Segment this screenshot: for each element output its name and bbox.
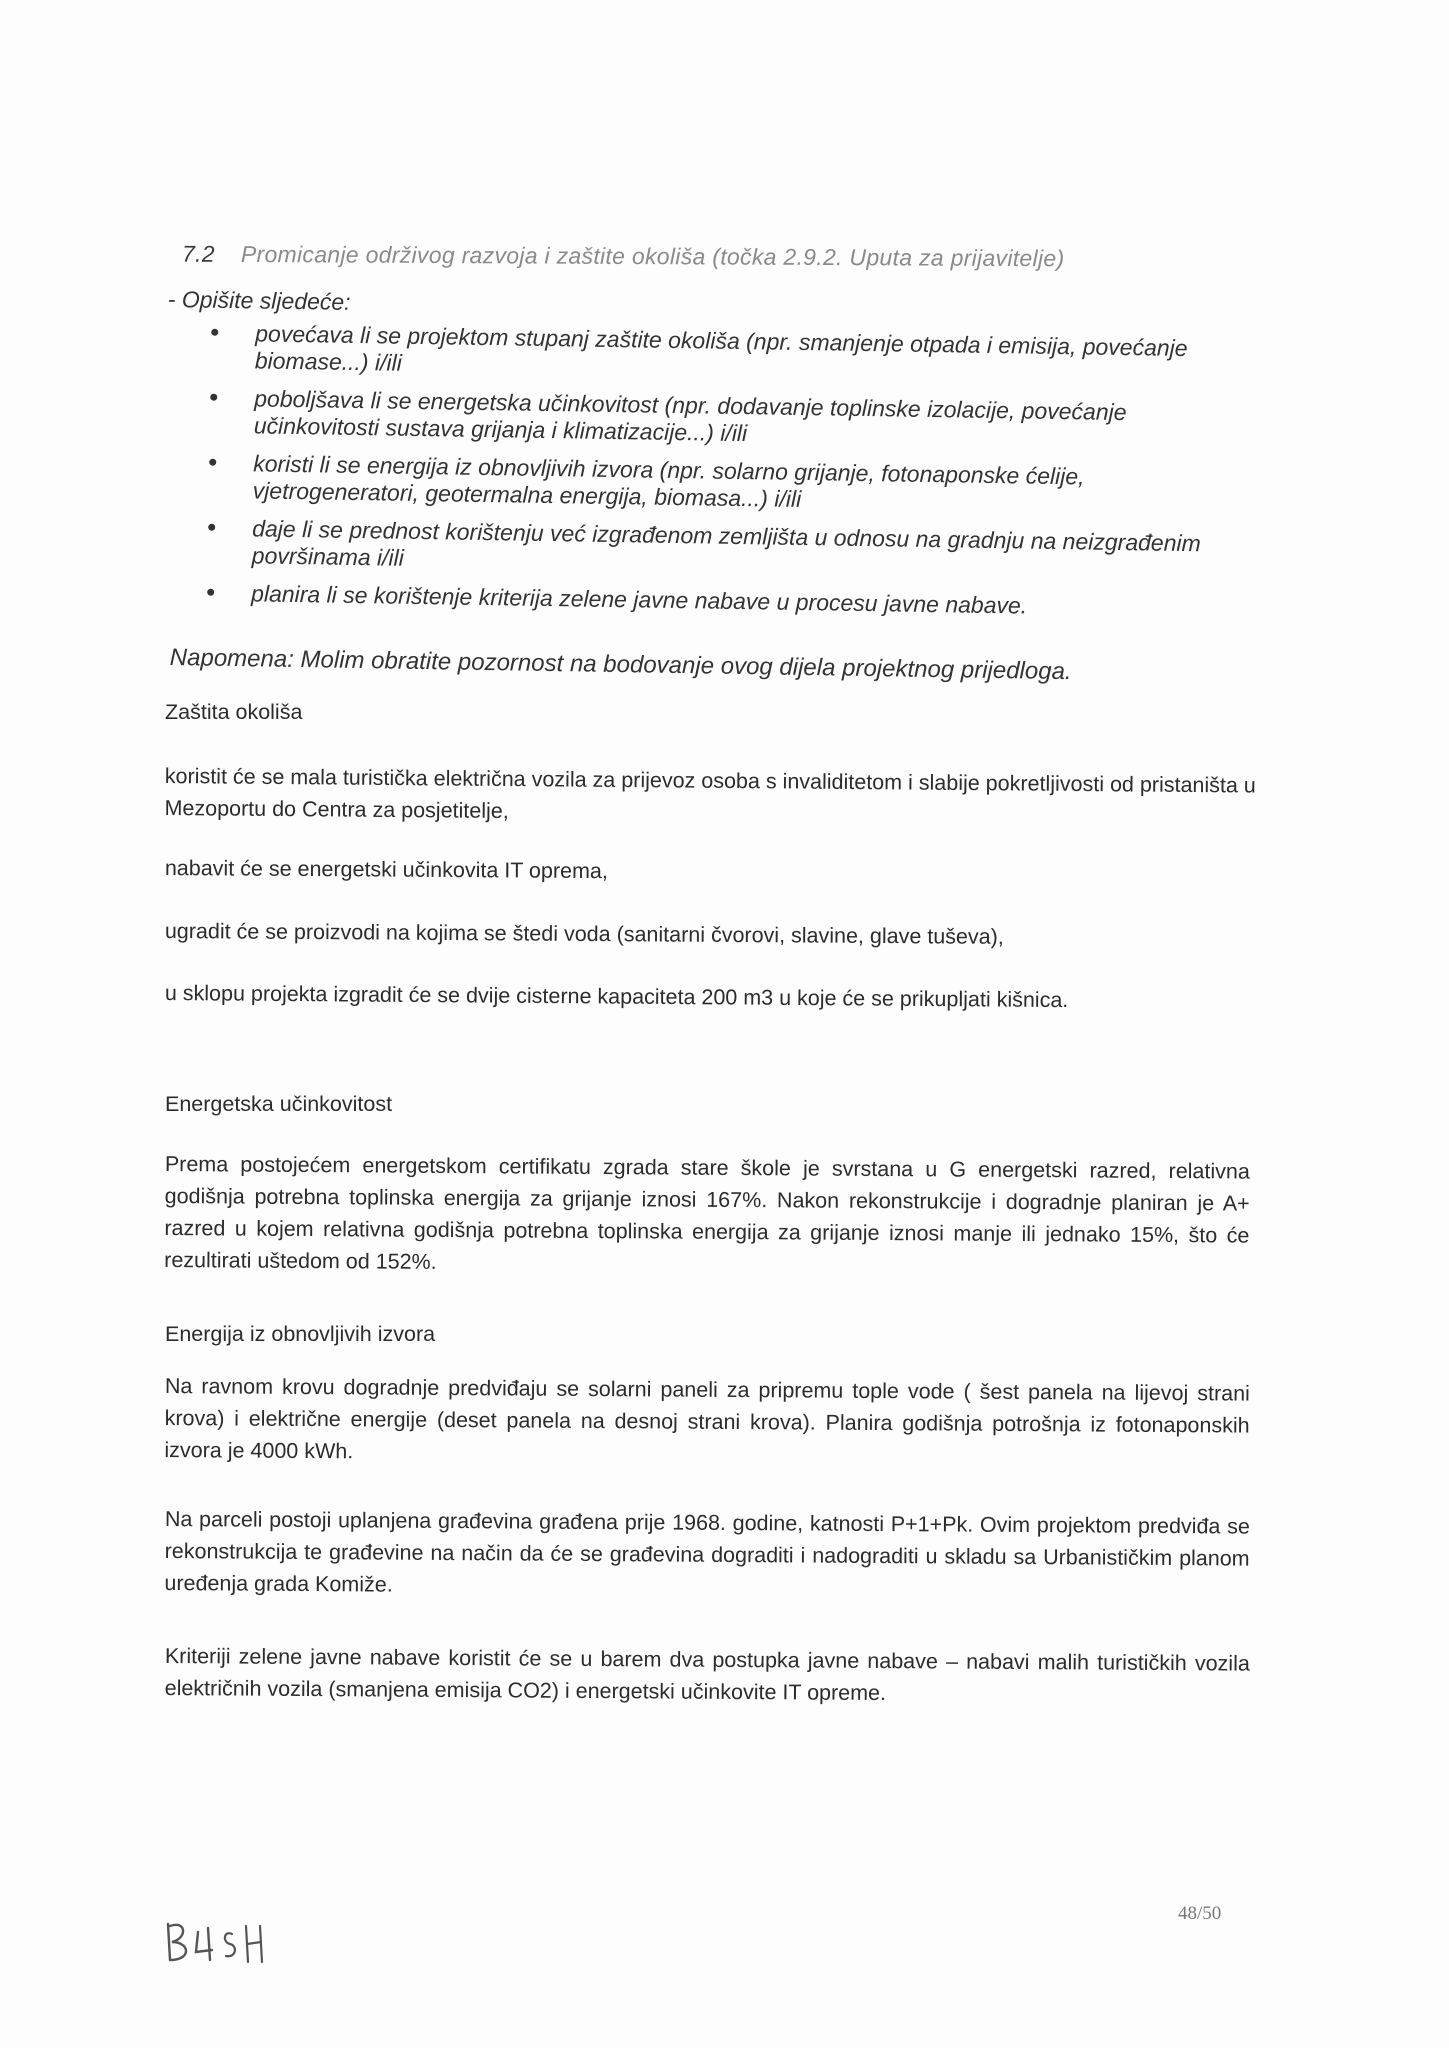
list-item: koristi li se energija iz obnovljivih izvora (npr. solarno grijanje, fotonaponske ćelije, vjetrogeneratori, geotermalna energija, biomasa...) i/ili [165,449,1256,520]
list-item: daje li se prednost korištenju već izgrađenom zemljišta u odnosu na gradnju na neizgrađenim površinama i/ili [164,514,1255,585]
section-title: Promicanje održivog razvoja i zaštite okoliša (točka 2.9.2. Uputa za prijavitelje) [240,240,1065,272]
env-paragraph-3: ugradit će se proizvodi na kojima se štedi voda (sanitarni čvorovi, slavine, glave tuševa), [164,918,1004,949]
bullet-icon [209,459,216,466]
green-procurement-paragraph: Kriteriji zelene javne nabave koristit će se u barem dva postupka javne nabave – nabavi malih turističkih vozila električnih vozila (smanjena emisija CO2) i energetski učinkovite IT opreme. [164,1643,1250,1706]
bullet-icon [211,329,218,336]
env-heading: Zaštita okoliša [165,700,303,724]
bullet-icon [207,589,214,596]
renewables-paragraph: Na ravnom krovu dogradnje predviđaju se solarni paneli za pripremu tople vode ( šest panela na lijevoj strani krova) i električne energije (deset panela na desnoj strani krova). Planira godišnja potrošnja iz fotonaponskih izvora je 4000 kWh. [164,1373,1250,1464]
instructions-intro: - Opišite sljedeće: [167,286,351,315]
bullet-icon [208,524,215,531]
list-item: planira li se korištenje kriterija zelene javne nabave u procesu javne nabave. [163,579,1253,623]
env-paragraph-4: u sklopu projekta izgradit će se dvije cisterne kapaciteta 200 m3 u koje će se prikupljati kišnica. [164,980,1069,1013]
section-header [182,241,1082,273]
handwritten-initials [158,1912,278,1972]
list-item: poboljšava li se energetska učinkovitost (npr. dodavanje toplinske izolacije, povećanje učinkovitosti sustava grijanja i klimatizacije...) i/ili [166,384,1257,455]
land-paragraph: Na parceli postoji uplanjena građevina građena prije 1968. godine, katnosti P+1+Pk. Ovim projektom predviđa se rekonstrukcija te građevine na način da će se građevina dograditi i nadograditi u skladu sa Urbanističkim planom uređenja grada Komiže. [164,1506,1250,1597]
bullet-icon [210,394,217,401]
note-text: Napomena: Molim obratite pozornost na bodovanje ovog dijela projektnog prijedloga. [169,644,1072,686]
env-paragraph-2: nabavit će se energetski učinkovita IT oprema, [164,855,608,884]
env-paragraph-1: koristit će se mala turistička električna vozila za prijevoz osoba s invaliditetom i slabije pokretljivosti od pristaništa u Mezoportu do Centra za posjetitelje, [164,763,1256,824]
renewables-heading: Energija iz obnovljivih izvora [165,1322,436,1346]
eff-paragraph: Prema postojećem energetskom certifikatu zgrada stare škole je svrstana u G energetski razred, relativna godišnja potrebna toplinska energija za grijanje iznosi 167%. Nakon rekonstrukcije i dogradnje planiran je A+ razred u kojem relativna godišnja potrebna toplinska energija za grijanje iznosi manje ili jednako 15%, što će rezultirati uštedom od 152%. [164,1151,1250,1274]
instructions-list [163,319,1257,623]
section-number: 7.2 [181,240,215,267]
instructions-block [163,286,1258,634]
eff-heading: Energetska učinkovitost [165,1092,393,1116]
list-item: povećava li se projektom stupanj zaštite okoliša (npr. smanjenje otpada i emisija, povećanje biomase...) i/ili [167,319,1258,390]
page-number: 48/50 [1178,1903,1222,1924]
